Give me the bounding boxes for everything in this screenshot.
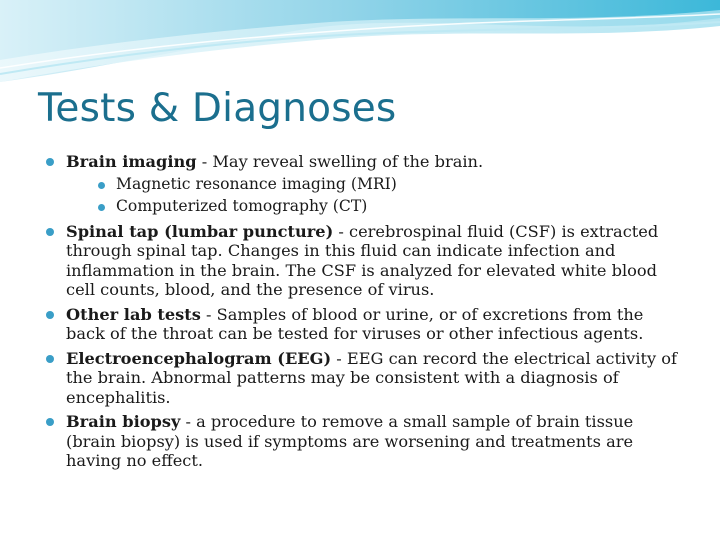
item-text: - a procedure to remove a small sample of brain tissue (brain biopsy) is used if symptoms are worsening and treatments are having no effect. (66, 412, 634, 470)
item-text: - Samples of blood or urine, or of excretions from the back of the throat can be tested for viruses or other infectious agents. (66, 304, 644, 343)
sub-item-text: Computerized tomography (CT) (116, 197, 368, 215)
list-item (44, 349, 684, 408)
bullet-icon (46, 311, 54, 319)
sub-list-item (87, 175, 684, 195)
sub-bullet-list (66, 175, 684, 217)
list-item (44, 305, 684, 344)
list-item (44, 152, 684, 217)
item-text: - EEG can record the electrical activity of the brain. Abnormal patterns may be consistent with a diagnosis of encephalitis. (66, 348, 678, 407)
bullet-icon (98, 204, 105, 211)
bullet-list (44, 152, 684, 471)
item-term: Spinal tap (lumbar puncture) (66, 221, 334, 241)
list-item (44, 412, 684, 471)
header-wave-decoration (0, 0, 720, 100)
item-term: Other lab tests (66, 304, 201, 324)
item-term: Brain biopsy (66, 412, 181, 431)
slide-content (44, 152, 684, 476)
slide-title: Tests & Diagnoses (38, 86, 397, 131)
item-term: Brain imaging (66, 152, 197, 171)
item-text: - cerebrospinal fluid (CSF) is extracted through spinal tap. Changes in this fluid can indicate infection and inflammation in the brain. The CSF is analyzed for elevated white blood cell counts, blood, and the presence of virus. (66, 221, 659, 299)
sub-list-item (87, 197, 684, 217)
sub-item-text: Magnetic resonance imaging (MRI) (116, 174, 397, 193)
item-term: Electroencephalogram (EEG) (66, 348, 332, 368)
item-text: - May reveal swelling of the brain. (196, 152, 484, 171)
bullet-icon (46, 228, 54, 236)
bullet-icon (46, 158, 54, 166)
bullet-icon (46, 355, 54, 363)
bullet-icon (98, 182, 105, 189)
list-item (44, 222, 684, 300)
bullet-icon (46, 418, 54, 426)
